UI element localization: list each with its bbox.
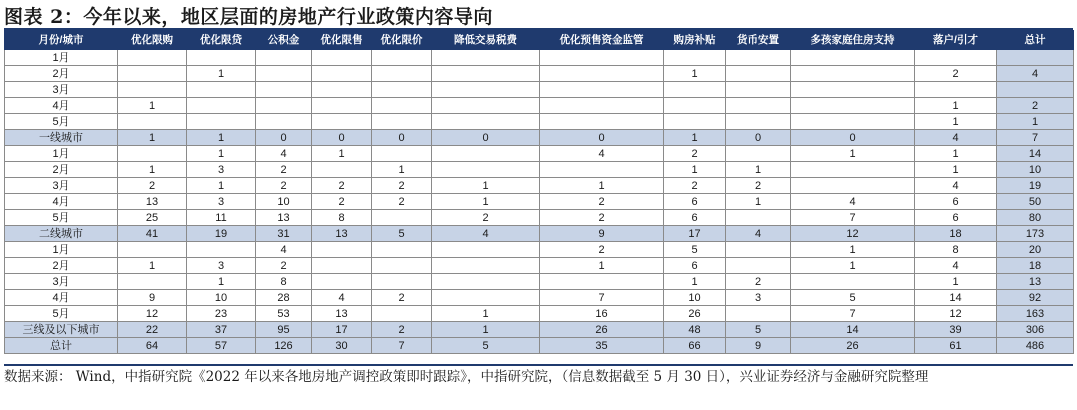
table-cell: 0 — [312, 130, 372, 146]
table-cell: 13 — [312, 226, 372, 242]
table-cell — [432, 274, 540, 290]
table-cell: 13 — [118, 194, 187, 210]
table-cell: 53 — [256, 306, 312, 322]
table-cell: 1 — [664, 162, 726, 178]
table-cell: 7 — [372, 338, 432, 354]
table-cell: 1 — [791, 242, 915, 258]
table-cell: 25 — [118, 210, 187, 226]
table-cell: 1 — [915, 98, 997, 114]
table-row — [5, 258, 1074, 274]
table-cell: 1 — [432, 306, 540, 322]
table-cell: 1 — [791, 258, 915, 274]
table-cell: 4 — [256, 242, 312, 258]
row-label: 1月 — [5, 242, 118, 258]
row-label: 2月 — [5, 66, 118, 82]
table-row — [5, 82, 1074, 98]
table-cell: 2 — [118, 178, 187, 194]
table-cell: 5 — [791, 290, 915, 306]
table-cell: 19 — [187, 226, 256, 242]
table-cell: 1 — [118, 98, 187, 114]
table-cell: 13 — [997, 274, 1074, 290]
row-label: 1月 — [5, 50, 118, 66]
table-cell — [432, 162, 540, 178]
table-cell: 17 — [664, 226, 726, 242]
table-cell: 1 — [187, 274, 256, 290]
table-cell — [432, 98, 540, 114]
table-cell: 5 — [432, 338, 540, 354]
table-cell — [791, 178, 915, 194]
table-cell: 2 — [540, 210, 664, 226]
table-cell: 7 — [791, 306, 915, 322]
table-cell: 1 — [432, 194, 540, 210]
table-cell: 26 — [664, 306, 726, 322]
table-cell: 0 — [372, 130, 432, 146]
table-row — [5, 66, 1074, 82]
column-header: 货币安置 — [726, 31, 791, 50]
table-row — [5, 162, 1074, 178]
table-cell: 1 — [312, 146, 372, 162]
table-cell: 2 — [664, 146, 726, 162]
table-cell — [540, 98, 664, 114]
row-label: 2月 — [5, 258, 118, 274]
table-cell: 5 — [726, 322, 791, 338]
table-cell: 4 — [791, 194, 915, 210]
table-cell: 4 — [432, 226, 540, 242]
table-cell: 61 — [915, 338, 997, 354]
table-cell: 1 — [664, 274, 726, 290]
table-cell: 22 — [118, 322, 187, 338]
subtotal-row — [5, 322, 1074, 338]
table-cell: 3 — [187, 194, 256, 210]
row-label: 4月 — [5, 290, 118, 306]
table-row — [5, 306, 1074, 322]
table-cell: 50 — [997, 194, 1074, 210]
table-cell: 6 — [915, 210, 997, 226]
table-cell: 8 — [312, 210, 372, 226]
table-cell: 14 — [997, 146, 1074, 162]
table-cell — [726, 258, 791, 274]
table-cell: 14 — [915, 290, 997, 306]
table-cell — [187, 114, 256, 130]
table-cell: 0 — [726, 130, 791, 146]
table-cell: 9 — [540, 226, 664, 242]
table-cell — [997, 82, 1074, 98]
table-cell: 0 — [540, 130, 664, 146]
table-cell: 4 — [915, 178, 997, 194]
source-note: 数据来源： Wind，中指研究院《2022 年以来各地房地产调控政策即时跟踪》，中指研究院，（信息数据截至 5 月 30 日），兴业证券经济与金融研究院整理 — [4, 369, 929, 385]
table-cell: 7 — [791, 210, 915, 226]
table-cell — [118, 50, 187, 66]
table-cell — [256, 98, 312, 114]
table-cell — [372, 98, 432, 114]
row-label: 5月 — [5, 114, 118, 130]
table-cell: 18 — [915, 226, 997, 242]
table-cell: 1 — [997, 114, 1074, 130]
table-cell — [997, 50, 1074, 66]
table-cell: 306 — [997, 322, 1074, 338]
table-cell — [726, 50, 791, 66]
table-cell — [256, 50, 312, 66]
table-cell: 2 — [372, 194, 432, 210]
table-cell: 1 — [540, 178, 664, 194]
table-cell: 2 — [540, 194, 664, 210]
table-row — [5, 178, 1074, 194]
table-cell — [372, 242, 432, 258]
table-cell: 2 — [256, 162, 312, 178]
table-cell — [726, 210, 791, 226]
row-label: 5月 — [5, 306, 118, 322]
table-cell: 28 — [256, 290, 312, 306]
table-cell: 6 — [664, 258, 726, 274]
column-header: 总计 — [997, 31, 1074, 50]
row-label: 5月 — [5, 210, 118, 226]
row-label: 总计 — [5, 338, 118, 354]
table-cell — [312, 162, 372, 178]
table-row — [5, 50, 1074, 66]
table-cell: 1 — [915, 274, 997, 290]
table-cell: 4 — [915, 258, 997, 274]
table-cell — [118, 82, 187, 98]
table-cell: 6 — [664, 194, 726, 210]
table-cell: 80 — [997, 210, 1074, 226]
table-cell — [312, 66, 372, 82]
table-cell — [791, 114, 915, 130]
table-cell: 3 — [726, 290, 791, 306]
table-cell: 7 — [997, 130, 1074, 146]
table-cell: 64 — [118, 338, 187, 354]
table-cell: 163 — [997, 306, 1074, 322]
table-cell: 12 — [791, 226, 915, 242]
table-cell — [187, 50, 256, 66]
table-cell — [726, 242, 791, 258]
table-cell: 4 — [312, 290, 372, 306]
table-cell: 39 — [915, 322, 997, 338]
table-cell — [372, 82, 432, 98]
table-cell: 6 — [664, 210, 726, 226]
column-header: 落户/引才 — [915, 31, 997, 50]
table-cell: 11 — [187, 210, 256, 226]
table-cell: 1 — [664, 130, 726, 146]
row-label: 3月 — [5, 178, 118, 194]
column-header: 优化预售资金监管 — [540, 31, 664, 50]
table-cell: 13 — [256, 210, 312, 226]
table-cell: 2 — [540, 242, 664, 258]
table-cell: 1 — [432, 322, 540, 338]
table-cell — [187, 242, 256, 258]
table-cell — [372, 306, 432, 322]
table-cell: 8 — [915, 242, 997, 258]
table-cell — [540, 50, 664, 66]
table-cell — [791, 274, 915, 290]
table-cell: 1 — [432, 178, 540, 194]
table-cell: 12 — [915, 306, 997, 322]
table-cell: 10 — [997, 162, 1074, 178]
policy-table — [4, 30, 1074, 354]
row-label: 4月 — [5, 98, 118, 114]
table-cell: 23 — [187, 306, 256, 322]
table-cell: 1 — [664, 66, 726, 82]
table-cell: 2 — [372, 322, 432, 338]
table-cell — [256, 114, 312, 130]
table-cell — [664, 50, 726, 66]
table-cell: 3 — [187, 258, 256, 274]
table-cell: 5 — [664, 242, 726, 258]
table-cell: 3 — [187, 162, 256, 178]
subtotal-row — [5, 226, 1074, 242]
table-cell: 2 — [726, 274, 791, 290]
row-label: 二线城市 — [5, 226, 118, 242]
table-cell — [372, 258, 432, 274]
table-cell: 0 — [256, 130, 312, 146]
table-cell — [312, 114, 372, 130]
table-cell — [312, 258, 372, 274]
table-body — [5, 50, 1074, 354]
chart-title: 图表 2：今年以来，地区层面的房地产行业政策内容导向 — [4, 6, 493, 28]
table-cell: 2 — [432, 210, 540, 226]
table-cell: 10 — [664, 290, 726, 306]
subtotal-row — [5, 130, 1074, 146]
table-cell — [256, 82, 312, 98]
table-cell — [664, 98, 726, 114]
table-cell: 1 — [540, 258, 664, 274]
table-cell — [726, 114, 791, 130]
table-cell: 48 — [664, 322, 726, 338]
table-cell — [118, 274, 187, 290]
table-cell — [372, 50, 432, 66]
table-cell — [312, 50, 372, 66]
table-cell — [312, 242, 372, 258]
row-label: 2月 — [5, 162, 118, 178]
table-cell — [372, 210, 432, 226]
table-cell: 4 — [256, 146, 312, 162]
table-cell: 9 — [726, 338, 791, 354]
table-cell: 1 — [915, 162, 997, 178]
table-cell: 37 — [187, 322, 256, 338]
table-cell: 1 — [187, 146, 256, 162]
table-cell: 2 — [915, 66, 997, 82]
table-cell: 2 — [256, 178, 312, 194]
header-row — [5, 31, 1074, 50]
table-cell: 18 — [997, 258, 1074, 274]
table-cell: 66 — [664, 338, 726, 354]
table-cell — [540, 66, 664, 82]
table-cell: 14 — [791, 322, 915, 338]
table-cell: 10 — [187, 290, 256, 306]
table-cell: 20 — [997, 242, 1074, 258]
table-row — [5, 98, 1074, 114]
table-cell — [432, 242, 540, 258]
table-cell: 173 — [997, 226, 1074, 242]
table-cell — [664, 82, 726, 98]
table-cell — [312, 82, 372, 98]
table-cell: 2 — [372, 290, 432, 306]
table-cell: 1 — [726, 162, 791, 178]
table-cell: 26 — [540, 322, 664, 338]
table-cell — [726, 146, 791, 162]
table-cell — [791, 82, 915, 98]
table-cell: 1 — [726, 194, 791, 210]
table-cell: 2 — [664, 178, 726, 194]
table-cell — [118, 66, 187, 82]
table-cell: 5 — [372, 226, 432, 242]
table-cell — [791, 98, 915, 114]
table-cell — [791, 162, 915, 178]
column-header: 优化限价 — [372, 31, 432, 50]
table-cell — [312, 274, 372, 290]
column-header: 多孩家庭住房支持 — [791, 31, 915, 50]
table-cell — [791, 50, 915, 66]
table-cell — [432, 50, 540, 66]
column-header: 优化限贷 — [187, 31, 256, 50]
table-cell: 16 — [540, 306, 664, 322]
table-cell: 1 — [118, 162, 187, 178]
table-cell: 10 — [256, 194, 312, 210]
table-cell: 92 — [997, 290, 1074, 306]
table-cell: 4 — [997, 66, 1074, 82]
table-cell — [432, 82, 540, 98]
table-cell — [372, 66, 432, 82]
table-cell — [432, 290, 540, 306]
table-cell — [540, 82, 664, 98]
table-cell: 2 — [726, 178, 791, 194]
column-header: 公积金 — [256, 31, 312, 50]
table-cell: 9 — [118, 290, 187, 306]
bottom-rule — [4, 364, 1073, 366]
table-cell — [312, 98, 372, 114]
table-row — [5, 242, 1074, 258]
table-cell: 1 — [187, 66, 256, 82]
table-cell: 0 — [432, 130, 540, 146]
table-row — [5, 194, 1074, 210]
table-cell: 126 — [256, 338, 312, 354]
table-cell: 486 — [997, 338, 1074, 354]
row-label: 一线城市 — [5, 130, 118, 146]
table-cell — [540, 162, 664, 178]
table-cell — [432, 258, 540, 274]
table-row — [5, 290, 1074, 306]
table-cell: 31 — [256, 226, 312, 242]
table-cell — [187, 98, 256, 114]
table-cell: 2 — [997, 98, 1074, 114]
table-cell — [915, 82, 997, 98]
table-cell — [540, 114, 664, 130]
table-cell: 4 — [915, 130, 997, 146]
row-label: 3月 — [5, 82, 118, 98]
table-cell: 57 — [187, 338, 256, 354]
table-cell — [726, 66, 791, 82]
table-cell — [726, 98, 791, 114]
table-cell — [372, 114, 432, 130]
table-row — [5, 210, 1074, 226]
table-cell — [118, 114, 187, 130]
row-label: 4月 — [5, 194, 118, 210]
table-cell — [726, 82, 791, 98]
table-row — [5, 114, 1074, 130]
table-cell: 13 — [312, 306, 372, 322]
table-cell — [372, 146, 432, 162]
table-cell: 2 — [312, 194, 372, 210]
table-cell: 4 — [726, 226, 791, 242]
table-cell — [118, 146, 187, 162]
table-cell — [372, 274, 432, 290]
table-cell: 95 — [256, 322, 312, 338]
table-cell: 2 — [256, 258, 312, 274]
table-cell: 1 — [791, 146, 915, 162]
table-cell: 2 — [312, 178, 372, 194]
table-cell — [540, 274, 664, 290]
table-cell — [118, 242, 187, 258]
table-cell: 4 — [540, 146, 664, 162]
table-cell — [915, 50, 997, 66]
table-cell: 0 — [791, 130, 915, 146]
table-cell: 1 — [915, 146, 997, 162]
table-cell — [664, 114, 726, 130]
table-cell: 1 — [915, 114, 997, 130]
table-cell: 17 — [312, 322, 372, 338]
table-row — [5, 146, 1074, 162]
table-cell — [726, 306, 791, 322]
column-header: 优化限售 — [312, 31, 372, 50]
table-cell: 41 — [118, 226, 187, 242]
column-header: 优化限购 — [118, 31, 187, 50]
table-cell: 19 — [997, 178, 1074, 194]
table-cell: 30 — [312, 338, 372, 354]
table-cell: 1 — [118, 130, 187, 146]
column-header: 购房补贴 — [664, 31, 726, 50]
table-cell: 26 — [791, 338, 915, 354]
column-header: 月份/城市 — [5, 31, 118, 50]
table-cell: 7 — [540, 290, 664, 306]
table-cell: 8 — [256, 274, 312, 290]
subtotal-row — [5, 338, 1074, 354]
table-cell: 1 — [187, 130, 256, 146]
table-cell — [187, 82, 256, 98]
table-cell: 6 — [915, 194, 997, 210]
table-cell — [432, 114, 540, 130]
table-cell: 1 — [187, 178, 256, 194]
table-cell: 35 — [540, 338, 664, 354]
row-label: 三线及以下城市 — [5, 322, 118, 338]
column-header: 降低交易税费 — [432, 31, 540, 50]
table-row — [5, 274, 1074, 290]
row-label: 3月 — [5, 274, 118, 290]
table-cell: 1 — [118, 258, 187, 274]
table-cell — [432, 66, 540, 82]
table-cell — [791, 66, 915, 82]
table-cell: 12 — [118, 306, 187, 322]
table-cell: 1 — [372, 162, 432, 178]
row-label: 1月 — [5, 146, 118, 162]
table-cell — [432, 146, 540, 162]
table-cell: 2 — [372, 178, 432, 194]
table-cell — [256, 66, 312, 82]
